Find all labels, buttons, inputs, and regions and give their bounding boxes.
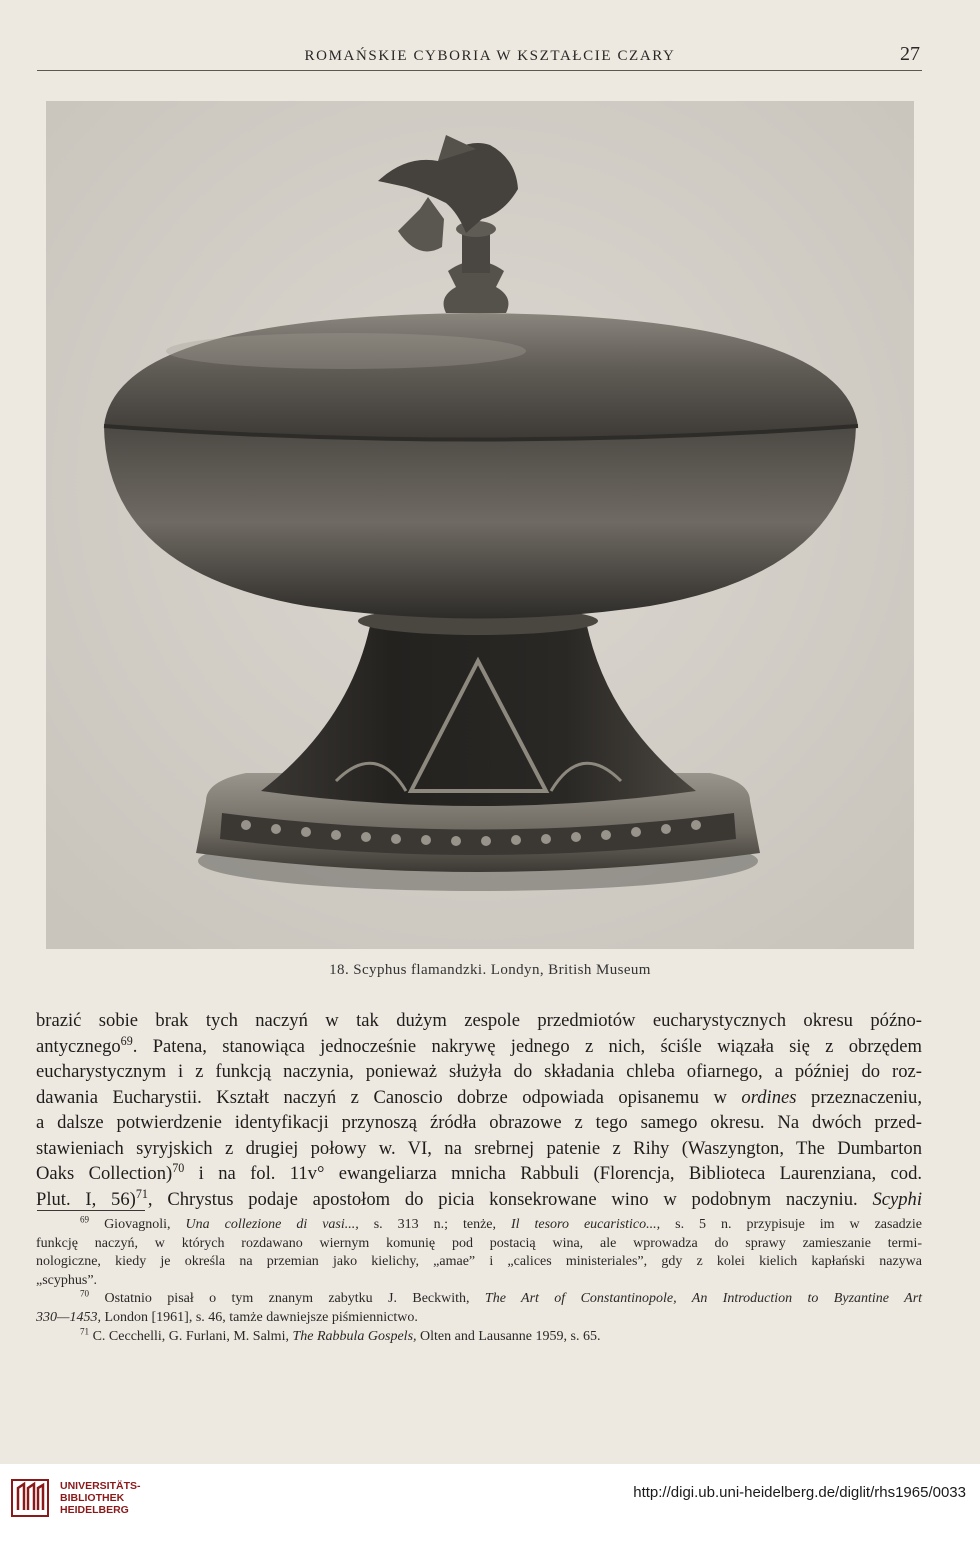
- library-name-line: HEIDELBERG: [60, 1504, 129, 1516]
- scyphus-photograph: [46, 101, 914, 949]
- body-text-run: antycznego: [36, 1035, 121, 1057]
- body-text-run: Plut. I, 56): [36, 1188, 136, 1210]
- source-url-link[interactable]: http://digi.ub.uni-heidelberg.de/diglit/rhs1965/0033: [633, 1484, 966, 1501]
- fn-text: Ostatnio pisał o tym znanym zabytku J. Beckwith,: [104, 1291, 470, 1307]
- fn-text: C. Cecchelli, G. Furlani, M. Salmi,: [92, 1328, 289, 1344]
- library-name: [60, 1480, 141, 1516]
- fn-text: s. 5 n. przypisuje im w zasadzie: [675, 1217, 922, 1232]
- fn-title: The Rabbula Gospels,: [292, 1328, 417, 1344]
- library-name-line: UNIVERSITÄTS-: [60, 1480, 141, 1492]
- fn-title: Il tesoro eucaristico...,: [510, 1217, 661, 1232]
- footnote-line: funkcję naczyń, w których rozdawano wiernym komunię pod postacią wina, ale wprowadza do sprawy zamieszanie termi-: [36, 1235, 922, 1251]
- fn-text: s. 313 n.; tenże,: [373, 1217, 496, 1232]
- body-line: a dalsze potwierdzenie identyfikacji przynoszą źródła obrazowe z tego samego okresu. Na dwóch przed-: [36, 1112, 922, 1133]
- library-name-line: BIBLIOTHEK: [60, 1492, 125, 1504]
- footnote-rule: [37, 1210, 145, 1211]
- body-line: [36, 1187, 922, 1213]
- body-paragraph: [36, 1008, 922, 1212]
- body-text-run: i na fol. 11v° ewangeliarza mnicha Rabbuli (Florencja, Biblioteca Laurenziana, cod.: [198, 1163, 923, 1184]
- fn-text: London [1961], s. 46, tamże dawniejsze piśmiennictwo.: [104, 1309, 418, 1325]
- italic-term: Scyphi: [872, 1188, 922, 1210]
- body-line: [36, 1085, 922, 1111]
- body-text-run: przeznaczeniu,: [811, 1086, 922, 1108]
- footnote-71: [36, 1325, 922, 1347]
- body-text-run: , Chrystus podaje apostołom do picia konsekrowane wino w podobnym naczyniu.: [147, 1188, 858, 1210]
- figure-caption: 18. Scyphus flamandzki. Londyn, British Museum: [329, 962, 651, 978]
- italic-term: ordines: [741, 1086, 797, 1108]
- footnote-ref: 69: [120, 1033, 133, 1048]
- body-line: brazić sobie brak tych naczyń w tak dużym zespole przedmiotów eucharystycznych okresu późno-: [36, 1010, 922, 1031]
- body-line: [36, 1161, 922, 1187]
- body-text-run: Oaks Collection): [36, 1163, 173, 1184]
- footnote-70: [36, 1290, 922, 1309]
- footnote-number: 71: [80, 1325, 90, 1336]
- body-line: stawieniach syryjskich z drugiej połowy w. VI, na srebrnej patenie z Rihy (Waszyngton, The Dumbarton: [36, 1137, 922, 1159]
- footnote-number: 69: [80, 1214, 90, 1225]
- footnote-line: [36, 1309, 922, 1328]
- fn-title: The Art of Constantinopole, An Introduction to Byzantine Art: [484, 1291, 923, 1307]
- viewer-footer: [0, 1464, 980, 1541]
- fn-text: Giovagnoli,: [104, 1217, 171, 1232]
- footnote-69: [36, 1216, 922, 1235]
- footnote-ref: 70: [172, 1160, 185, 1175]
- fn-title: 330—1453,: [36, 1309, 101, 1325]
- body-text-run: dawania Eucharystii. Kształt naczyń z Canoscio dobrze odpowiada opisanemu w: [36, 1086, 727, 1108]
- body-line: eucharystycznym i z funkcją naczynia, ponieważ służyła do składania chleba ofiarnego, a później do roz-: [36, 1061, 922, 1082]
- running-head: ROMAŃSKIE CYBORIA W KSZTAŁCIE CZARY: [304, 48, 676, 64]
- figure-photo: [46, 101, 914, 949]
- university-library-logo-icon: [10, 1478, 50, 1518]
- fn-title: Una collezione di vasi...,: [185, 1217, 359, 1232]
- header-rule: [37, 70, 922, 71]
- footnote-line: „scyphus”.: [36, 1272, 98, 1288]
- footnote-number: 70: [80, 1288, 90, 1299]
- footnotes: [36, 1216, 922, 1346]
- body-line: [36, 1034, 922, 1060]
- body-text-run: . Patena, stanowiąca jednocześnie nakrywę jednego z nich, ściśle wiązała się z obrzędem: [132, 1035, 922, 1057]
- footnote-ref: 71: [135, 1186, 148, 1201]
- page-number: 27: [900, 43, 920, 65]
- fn-text: Olten and Lausanne 1959, s. 65.: [420, 1328, 601, 1344]
- footnote-line: nologiczne, kiedy je określa na przemian jako kielichy, „amae” i „calices ministeriales”, gdy z kolei kielich kapłański nazywa: [36, 1254, 922, 1270]
